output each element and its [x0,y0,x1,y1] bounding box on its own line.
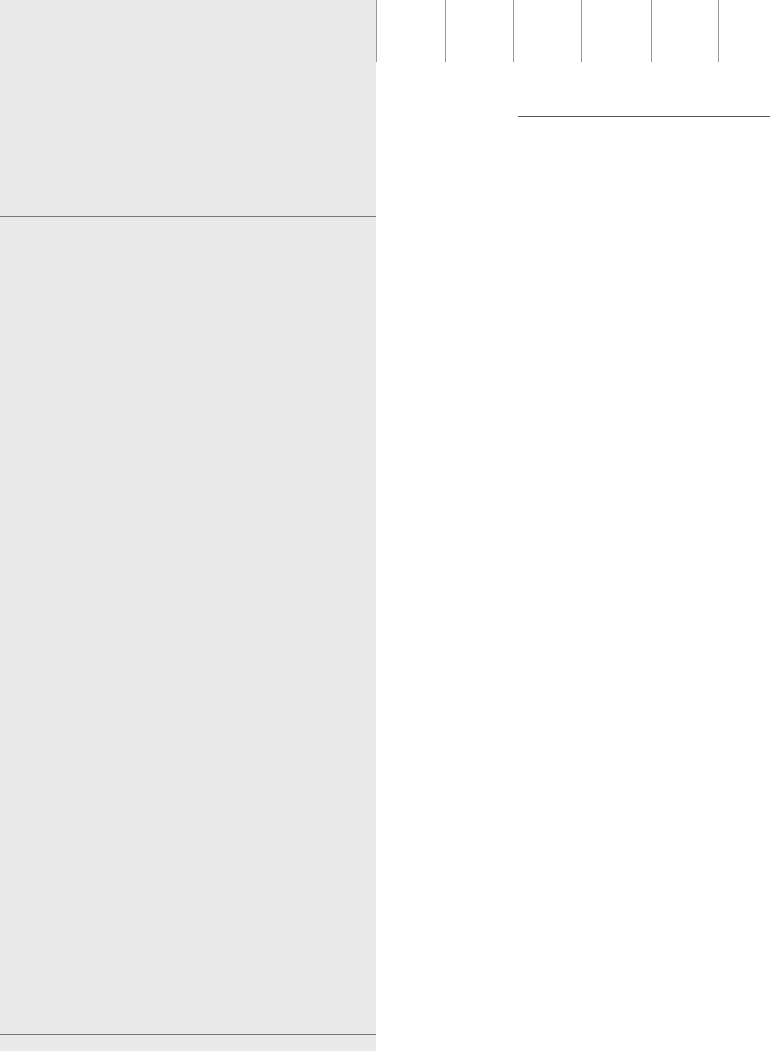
deco-line [651,0,652,62]
deco-line [513,0,514,62]
deco-line [376,0,377,62]
divider [0,1034,376,1035]
divider [0,216,376,217]
divider [518,116,770,117]
left-panel [0,0,376,1051]
deco-line [581,0,582,62]
deco-line [718,0,719,62]
deco-line [445,0,446,62]
